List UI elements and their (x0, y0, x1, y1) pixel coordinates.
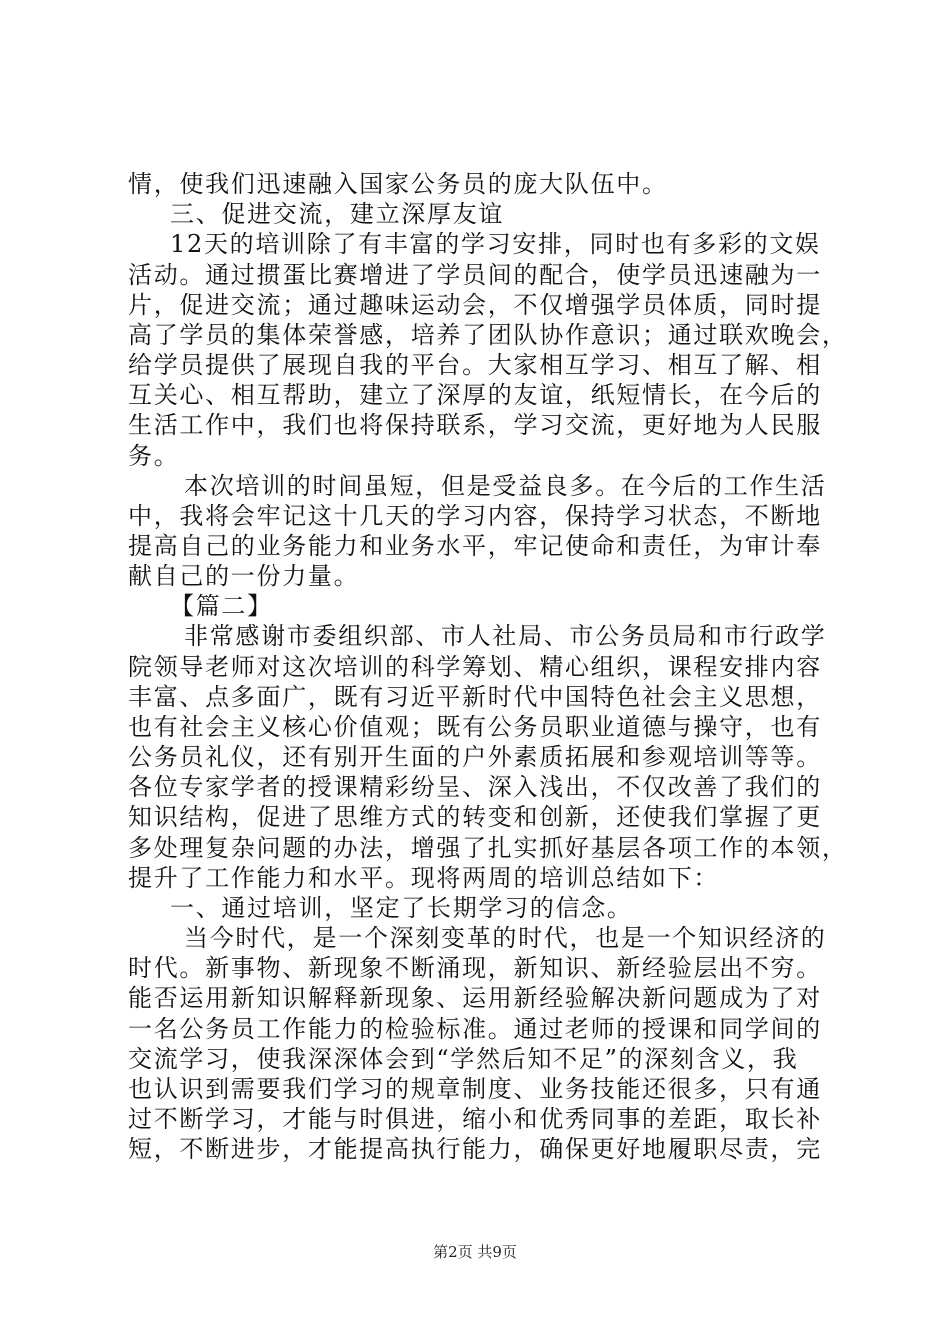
section-heading: 一、通过培训，坚定了长期学习的信念。 (170, 894, 633, 922)
text-line: 非常感谢市委组织部、市人社局、市公务员局和市行政学 (184, 622, 827, 650)
text-line: 片，促进交流；通过趣味运动会，不仅增强学员体质，同时提 (128, 291, 822, 319)
text-line: 一名公务员工作能力的检验标准。通过老师的授课和同学间的 (128, 1015, 822, 1043)
page-number-footer: 第2页 共9页 (433, 1243, 517, 1261)
text-line: 能否运用新知识解释新现象、运用新经验解决新问题成为了对 (128, 984, 822, 1012)
text-line: 丰富、点多面广，既有习近平新时代中国特色社会主义思想， (128, 683, 822, 711)
text-line: 过不断学习，才能与时俱进，缩小和优秀同事的差距，取长补 (128, 1105, 822, 1133)
text-line: 务。 (128, 442, 180, 470)
text-line: 各位专家学者的授课精彩纷呈、深入浅出，不仅改善了我们的 (128, 773, 822, 801)
text-line: 公务员礼仪，还有别开生面的户外素质拓展和参观培训等等。 (128, 743, 822, 771)
text-line: 中，我将会牢记这十几天的学习内容，保持学习状态，不断地 (128, 502, 822, 530)
text-line: 知识结构，促进了思维方式的转变和创新，还使我们掌握了更 (128, 803, 822, 831)
text-line: 互关心、相互帮助，建立了深厚的友谊，纸短情长，在今后的 (128, 381, 822, 409)
text-line: 高了学员的集体荣誉感，培养了团队协作意识；通过联欢晚会， (128, 321, 848, 349)
section-heading: 三、促进交流，建立深厚友谊 (170, 200, 505, 228)
part-heading: 【篇二】 (170, 592, 273, 620)
text-line: 提高自己的业务能力和业务水平，牢记使命和责任，为审计奉 (128, 532, 822, 560)
text-line: 当今时代，是一个深刻变革的时代，也是一个知识经济的 (184, 924, 827, 952)
text-line: 也有社会主义核心价值观；既有公务员职业道德与操守，也有 (128, 713, 822, 741)
text-line: 给学员提供了展现自我的平台。大家相互学习、相互了解、相 (128, 351, 822, 379)
text-line: 情，使我们迅速融入国家公务员的庞大队伍中。 (128, 170, 668, 198)
text-line: 交流学习，使我深深体会到“学然后知不足”的深刻含义，我 (128, 1045, 799, 1073)
text-line: 12天的培训除了有丰富的学习安排，同时也有多彩的文娱 (170, 230, 821, 258)
text-line: 短，不断进步，才能提高执行能力，确保更好地履职尽责，完 (128, 1135, 822, 1163)
text-line: 多处理复杂问题的办法，增强了扎实抓好基层各项工作的本领， (128, 834, 848, 862)
text-line: 生活工作中，我们也将保持联系，学习交流，更好地为人民服 (128, 411, 822, 439)
text-line: 也认识到需要我们学习的规章制度、业务技能还很多，只有通 (128, 1075, 822, 1103)
text-line: 提升了工作能力和水平。现将两周的培训总结如下： (128, 864, 720, 892)
text-line: 时代。新事物、新现象不断涌现，新知识、新经验层出不穷。 (128, 954, 822, 982)
text-line: 活动。通过掼蛋比赛增进了学员间的配合，使学员迅速融为一 (128, 261, 822, 289)
text-line: 本次培训的时间虽短，但是受益良多。在今后的工作生活 (184, 472, 827, 500)
text-line: 献自己的一份力量。 (128, 562, 360, 590)
text-line: 院领导老师对这次培训的科学筹划、精心组织，课程安排内容 (128, 653, 822, 681)
